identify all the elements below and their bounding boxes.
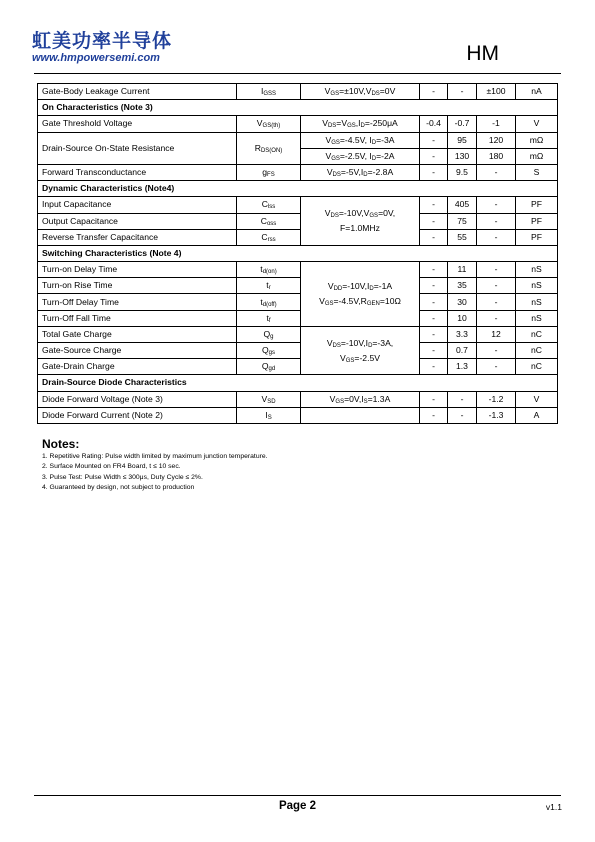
param-name: Turn-on Rise Time [38, 278, 237, 294]
section-heading: Dynamic Characteristics (Note4) [38, 181, 558, 197]
max-value: - [477, 262, 516, 278]
param-name: Diode Forward Voltage (Note 3) [38, 391, 237, 407]
param-name: Input Capacitance [38, 197, 237, 213]
table-row [38, 262, 558, 278]
table-row [38, 359, 558, 375]
unit: A [516, 407, 558, 423]
param-name: Output Capacitance [38, 213, 237, 229]
symbol: $t_{d(off)}$ [237, 294, 301, 310]
section-heading: On Characteristics (Note 3) [38, 100, 558, 116]
notes-section [42, 437, 268, 493]
table-row [38, 391, 558, 407]
max-value: - [477, 197, 516, 213]
table-row [38, 294, 558, 310]
max-value: -1.2 [477, 391, 516, 407]
table-row [38, 407, 558, 423]
param-name: Diode Forward Current (Note 2) [38, 407, 237, 423]
symbol: $C_{oss}$ [237, 213, 301, 229]
min-value: - [420, 262, 448, 278]
test-condition: $V_{DS}=-5V,I_D=-2.8A$ [301, 164, 420, 180]
table-row [38, 278, 558, 294]
note-item: 2. Surface Mounted on FR4 Board, t ≤ 10 sec. [42, 463, 181, 471]
notes-title: Notes: [42, 437, 80, 451]
table-row [38, 132, 558, 148]
section-row [38, 100, 558, 116]
unit: mΩ [516, 148, 558, 164]
unit: nA [516, 84, 558, 100]
header-divider [34, 73, 561, 74]
typ-value: 9.5 [448, 164, 477, 180]
footer-divider [34, 795, 561, 796]
typ-value: 11 [448, 262, 477, 278]
param-name: Reverse Transfer Capacitance [38, 229, 237, 245]
company-website: www.hmpowersemi.com [32, 52, 160, 64]
unit: PF [516, 197, 558, 213]
typ-value: - [448, 407, 477, 423]
symbol: $t_{d(on)}$ [237, 262, 301, 278]
unit: PF [516, 229, 558, 245]
test-condition: $V_{DD}=-10V,I_D=-1A$ $V_{GS}=-4.5V,R_{GEN}=10\Omega$ [301, 262, 420, 327]
symbol: $R_{DS(ON)}$ [237, 132, 301, 164]
typ-value: 1.3 [448, 359, 477, 375]
min-value: - [420, 132, 448, 148]
min-value: - [420, 229, 448, 245]
brand-mark: HM [466, 42, 499, 65]
min-value: - [420, 310, 448, 326]
section-row [38, 245, 558, 261]
unit: V [516, 116, 558, 132]
max-value: ±100 [477, 84, 516, 100]
param-name: Turn-Off Fall Time [38, 310, 237, 326]
typ-value: 130 [448, 148, 477, 164]
param-name: Drain-Source On-State Resistance [38, 132, 237, 164]
min-value: - [420, 164, 448, 180]
param-name: Turn-Off Delay Time [38, 294, 237, 310]
typ-value: 0.7 [448, 343, 477, 359]
symbol: $C_{rss}$ [237, 229, 301, 245]
min-value: - [420, 407, 448, 423]
unit: nS [516, 262, 558, 278]
min-value: - [420, 84, 448, 100]
max-value: 12 [477, 326, 516, 342]
test-condition: $V_{GS}=-4.5V$, $I_D=-3A$ [301, 132, 420, 148]
typ-value: 10 [448, 310, 477, 326]
unit: mΩ [516, 132, 558, 148]
table-row [38, 197, 558, 213]
max-value: - [477, 164, 516, 180]
min-value: - [420, 391, 448, 407]
typ-value: 30 [448, 294, 477, 310]
min-value: - [420, 326, 448, 342]
typ-value: 3.3 [448, 326, 477, 342]
param-name: Gate-Body Leakage Current [38, 84, 237, 100]
table-row [38, 343, 558, 359]
min-value: - [420, 278, 448, 294]
section-row [38, 181, 558, 197]
symbol: $C_{lss}$ [237, 197, 301, 213]
note-item: 3. Pulse Test: Pulse Width ≤ 300μs, Duty Cycle ≤ 2%. [42, 473, 203, 481]
symbol: $I_S$ [237, 407, 301, 423]
symbol: $g_{FS}$ [237, 164, 301, 180]
max-value: - [477, 343, 516, 359]
symbol: $I_{GSS}$ [237, 84, 301, 100]
table-row [38, 116, 558, 132]
typ-value: - [448, 84, 477, 100]
company-logo [32, 31, 172, 65]
unit: nS [516, 294, 558, 310]
unit: nC [516, 326, 558, 342]
document-version: v1.1 [545, 802, 562, 812]
table-row [38, 326, 558, 342]
min-value: - [420, 294, 448, 310]
max-value: - [477, 229, 516, 245]
page-number: Page 2 [278, 800, 317, 812]
company-name-cn: 虹美功率半导体 [32, 30, 173, 52]
table-row [38, 229, 558, 245]
min-value: - [420, 213, 448, 229]
min-value: - [420, 148, 448, 164]
max-value: 180 [477, 148, 516, 164]
typ-value: 95 [448, 132, 477, 148]
symbol: $t_f$ [237, 310, 301, 326]
param-name: Forward Transconductance [38, 164, 237, 180]
test-condition: $V_{DS}=V_{GS},I_D=-250\mu A$ [301, 116, 420, 132]
symbol: $V_{SD}$ [237, 391, 301, 407]
min-value: - [420, 343, 448, 359]
symbol: $V_{GS(th)}$ [237, 116, 301, 132]
note-item: 1. Repetitive Rating: Pulse width limited by maximum junction temperature. [42, 453, 268, 460]
test-condition [301, 407, 420, 423]
typ-value: - [448, 391, 477, 407]
typ-value: 75 [448, 213, 477, 229]
typ-value: -0.7 [448, 116, 477, 132]
test-condition: $V_{DS}=-10V,I_D=-3A$, $V_{GS}=-2.5V$ [301, 326, 420, 375]
section-heading: Drain-Source Diode Characteristics [38, 375, 558, 391]
section-heading: Switching Characteristics (Note 4) [38, 245, 558, 261]
max-value: -1 [477, 116, 516, 132]
unit: S [516, 164, 558, 180]
max-value: - [477, 213, 516, 229]
min-value: -0.4 [420, 116, 448, 132]
param-name: Gate-Drain Charge [38, 359, 237, 375]
table-row [38, 84, 558, 100]
max-value: - [477, 294, 516, 310]
typ-value: 405 [448, 197, 477, 213]
max-value: 120 [477, 132, 516, 148]
param-name: Total Gate Charge [38, 326, 237, 342]
test-condition: $V_{GS}=0V,I_S=1.3A$ [301, 391, 420, 407]
unit: nS [516, 310, 558, 326]
table-row [38, 213, 558, 229]
typ-value: 35 [448, 278, 477, 294]
unit: nC [516, 343, 558, 359]
table-row [38, 164, 558, 180]
unit: V [516, 391, 558, 407]
electrical-characteristics-table [37, 83, 558, 424]
test-condition: $V_{DS}=-10V,V_{GS}=0V$, F=1.0MHz [301, 197, 420, 246]
symbol: $Q_{gd}$ [237, 359, 301, 375]
min-value: - [420, 359, 448, 375]
typ-value: 55 [448, 229, 477, 245]
symbol: $Q_g$ [237, 326, 301, 342]
param-name: Gate-Source Charge [38, 343, 237, 359]
note-item: 4. Guaranteed by design, not subject to production [42, 483, 195, 491]
unit: PF [516, 213, 558, 229]
test-condition: $V_{GS}=-2.5V$, $I_D=-2A$ [301, 148, 420, 164]
max-value: - [477, 278, 516, 294]
test-condition: $V_{GS}=\pm 10V,V_{DS}=0V$ [301, 84, 420, 100]
max-value: - [477, 310, 516, 326]
min-value: - [420, 197, 448, 213]
section-row [38, 375, 558, 391]
symbol: $t_r$ [237, 278, 301, 294]
max-value: - [477, 359, 516, 375]
param-name: Gate Threshold Voltage [38, 116, 237, 132]
symbol: $Q_{gs}$ [237, 343, 301, 359]
param-name: Turn-on Delay Time [38, 262, 237, 278]
unit: nC [516, 359, 558, 375]
table-row [38, 310, 558, 326]
unit: nS [516, 278, 558, 294]
max-value: -1.3 [477, 407, 516, 423]
